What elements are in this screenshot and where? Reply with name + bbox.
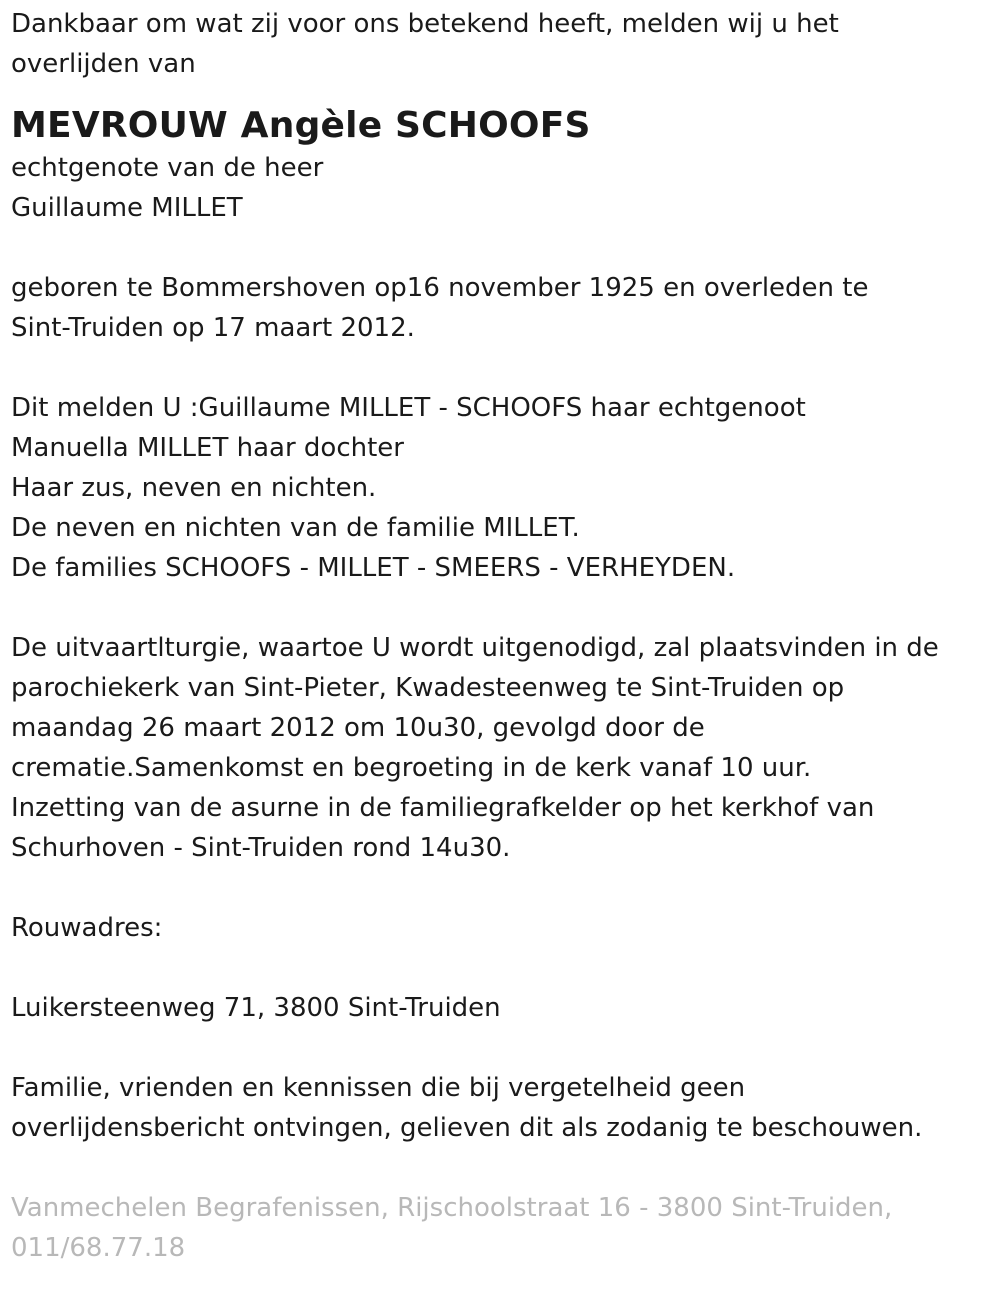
funeral-line: Inzetting van de asurne in de familiegrafkelder op het kerkhof van [11,793,875,823]
funeral-section [11,628,990,868]
intro-section [11,4,990,84]
funeral-line: crematie.Samenkomst en begroeting in de kerk vanaf 10 uur. [11,753,812,783]
notice-line-1: Familie, vrienden en kennissen die bij vergetelheid geen [11,1073,746,1103]
birth-death-line-2: Sint-Truiden op 17 maart 2012. [11,313,415,343]
spacer [11,1028,990,1068]
notice-section [11,1068,990,1148]
spouse-line-1: echtgenote van de heer [11,153,324,183]
intro-line-1: Dankbaar om wat zij voor ons betekend heeft, melden wij u het [11,9,839,39]
spouse-section [11,148,990,228]
spacer [11,868,990,908]
family-section [11,388,990,588]
footer-line-1: Vanmechelen Begrafenissen, Rijschoolstraat 16 - 3800 Sint-Truiden, [11,1193,893,1223]
spacer [11,948,990,988]
footer-line-2: 011/68.77.18 [11,1233,186,1263]
spacer [11,348,990,388]
birth-death-line-1: geboren te Bommershoven op16 november 1925 en overleden te [11,273,869,303]
family-line: De neven en nichten van de familie MILLET. [11,513,580,543]
deceased-name: MEVROUW Angèle SCHOOFS [11,105,591,146]
spacer [11,588,990,628]
funeral-line: parochiekerk van Sint-Pieter, Kwadesteenweg te Sint-Truiden op [11,673,845,703]
family-line: Haar zus, neven en nichten. [11,473,377,503]
spacer [11,1148,990,1188]
intro-line-2: overlijden van [11,49,196,79]
family-line: De families SCHOOFS - MILLET - SMEERS - VERHEYDEN. [11,553,736,583]
funeral-home-footer [11,1188,990,1268]
family-line: Manuella MILLET haar dochter [11,433,404,463]
family-line: Dit melden U :Guillaume MILLET - SCHOOFS haar echtgenoot [11,393,806,423]
funeral-line: maandag 26 maart 2012 om 10u30, gevolgd door de [11,713,705,743]
notice-line-2: overlijdensbericht ontvingen, gelieven dit als zodanig te beschouwen. [11,1113,923,1143]
address-label: Rouwadres: [11,913,163,943]
address-value: Luikersteenweg 71, 3800 Sint-Truiden [11,993,501,1023]
birth-death-section [11,268,990,348]
spacer [11,228,990,268]
spouse-line-2: Guillaume MILLET [11,193,243,223]
funeral-line: Schurhoven - Sint-Truiden rond 14u30. [11,833,511,863]
funeral-line: De uitvaartlturgie, waartoe U wordt uitgenodigd, zal plaatsvinden in de [11,633,939,663]
